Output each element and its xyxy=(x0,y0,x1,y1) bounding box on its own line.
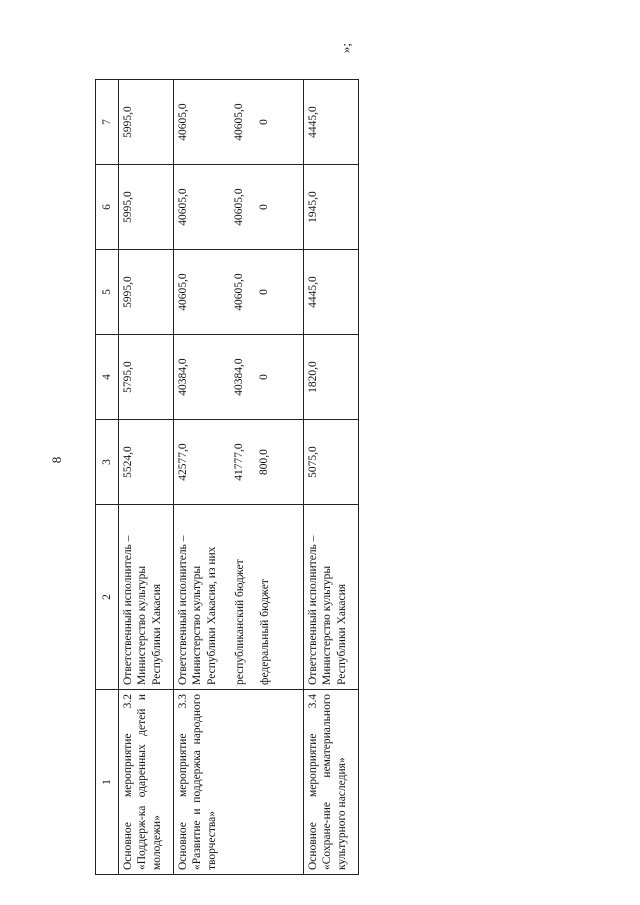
executor: Ответственный исполнитель – Министерство культуры Республики Хакасия xyxy=(304,505,359,690)
value-cell: 4445,0 xyxy=(304,80,359,165)
sub-row-label: республиканский бюджет xyxy=(234,559,247,685)
measure-name: Основное мероприятие 3.2 «Поддерж-ка одаренных детей и молодежи» xyxy=(119,690,174,875)
value-cell xyxy=(174,335,304,420)
closing-quote-mark: »; xyxy=(338,42,353,54)
page-number: 8 xyxy=(49,456,64,464)
executor xyxy=(174,505,304,690)
measure-name: Основное мероприятие 3.4 «Сохране-ние нематериального культурного наследия» xyxy=(304,690,359,875)
header-cell: 7 xyxy=(96,80,119,165)
header-cell: 5 xyxy=(96,250,119,335)
budget-table xyxy=(95,79,359,875)
measure-name: Основное мероприятие 3.3 «Развитие и поддержка народного творчества» xyxy=(174,690,304,875)
table-row xyxy=(119,80,174,875)
value-sub: 800,0 xyxy=(257,449,270,475)
value-sub: 0 xyxy=(257,374,270,380)
value-cell: 5524,0 xyxy=(119,420,174,505)
value-sub: 0 xyxy=(257,119,270,125)
value-cell xyxy=(174,165,304,250)
value-cell: 5075,0 xyxy=(304,420,359,505)
header-cell: 4 xyxy=(96,335,119,420)
value-total: 40605,0 xyxy=(177,273,189,311)
table-row xyxy=(304,80,359,875)
value-total: 40605,0 xyxy=(177,103,189,141)
header-cell: 6 xyxy=(96,165,119,250)
value-total: 40384,0 xyxy=(177,358,189,396)
value-cell: 5995,0 xyxy=(119,80,174,165)
value-sub: 40384,0 xyxy=(233,358,246,396)
executor-text: Ответственный исполнитель – Министерство культуры Республики Хакасия, из них xyxy=(177,535,218,685)
value-cell: 1945,0 xyxy=(304,165,359,250)
value-cell xyxy=(174,250,304,335)
value-cell xyxy=(174,420,304,505)
executor: Ответственный исполнитель – Министерство культуры Республики Хакасия xyxy=(119,505,174,690)
value-sub: 41777,0 xyxy=(233,443,246,481)
value-total: 42577,0 xyxy=(177,443,189,481)
value-sub: 40605,0 xyxy=(233,273,246,311)
value-cell: 4445,0 xyxy=(304,250,359,335)
value-sub: 0 xyxy=(257,204,270,210)
table-header-row xyxy=(96,80,119,875)
value-sub: 0 xyxy=(257,289,270,295)
table-row xyxy=(174,80,304,875)
value-cell: 1820,0 xyxy=(304,335,359,420)
value-sub: 40605,0 xyxy=(233,103,246,141)
value-sub: 40605,0 xyxy=(233,188,246,226)
rotated-table-area xyxy=(95,80,353,875)
value-cell xyxy=(174,80,304,165)
sub-row-label: федеральный бюджет xyxy=(258,579,271,685)
value-total: 40605,0 xyxy=(177,188,189,226)
header-cell: 1 xyxy=(96,690,119,875)
header-cell: 3 xyxy=(96,420,119,505)
value-cell: 5995,0 xyxy=(119,165,174,250)
value-cell: 5995,0 xyxy=(119,250,174,335)
value-cell: 5795,0 xyxy=(119,335,174,420)
header-cell: 2 xyxy=(96,505,119,690)
